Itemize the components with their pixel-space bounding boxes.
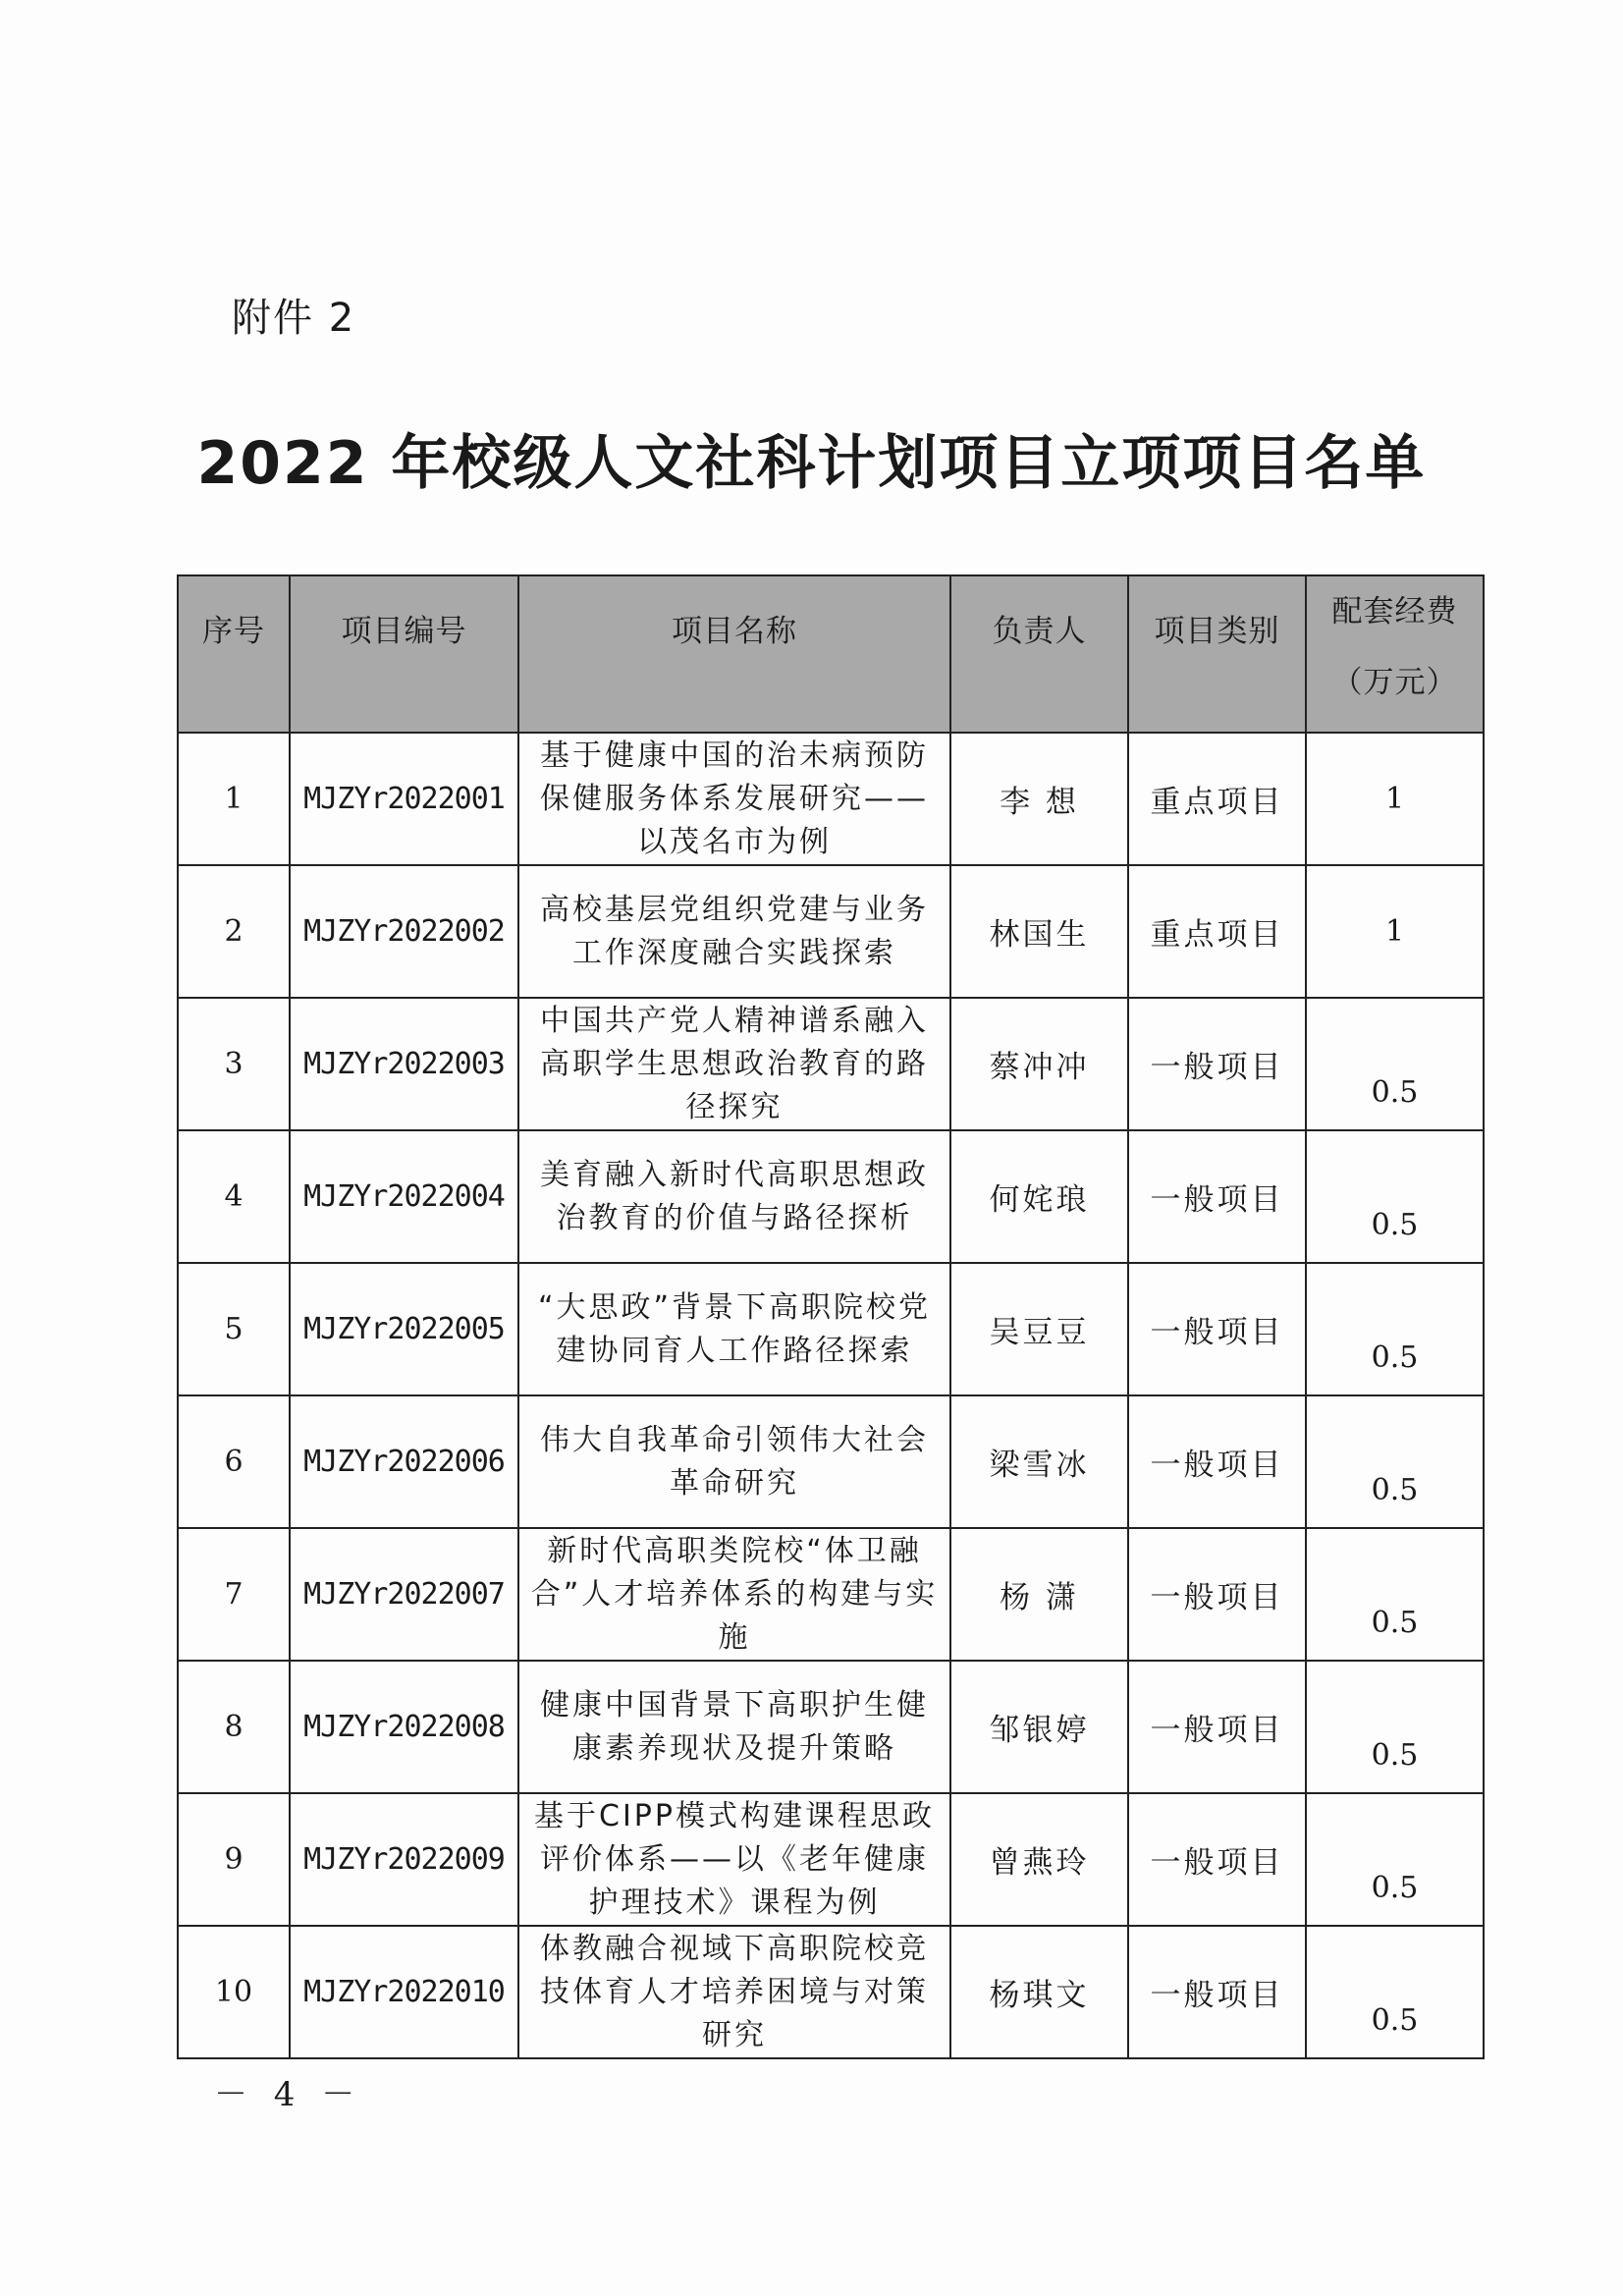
- row-project-name: 美育融入新时代高职思想政治教育的价值与路径探析: [518, 1130, 950, 1263]
- row-index: 10: [178, 1926, 290, 2058]
- document-title: 2022 年校级人文社科计划项目立项项目名单: [196, 429, 1427, 498]
- header-index: 序号: [178, 575, 290, 733]
- project-table: [177, 574, 1485, 2059]
- row-person: 吴豆豆: [950, 1263, 1128, 1395]
- header-funding: [1306, 575, 1484, 733]
- header-category: 项目类别: [1128, 575, 1306, 733]
- header-person: 负责人: [950, 575, 1128, 733]
- table-row: [178, 1528, 1484, 1661]
- row-project-code: MJZYr2022006: [290, 1395, 518, 1528]
- row-category: 一般项目: [1128, 1528, 1306, 1661]
- row-category: 一般项目: [1128, 1395, 1306, 1528]
- row-category: 一般项目: [1128, 1263, 1306, 1395]
- row-person: 邹银婷: [950, 1661, 1128, 1793]
- row-project-code: MJZYr2022001: [290, 733, 518, 865]
- row-project-code: MJZYr2022003: [290, 998, 518, 1130]
- row-project-code: MJZYr2022005: [290, 1263, 518, 1395]
- row-person: 曾燕玲: [950, 1793, 1128, 1926]
- row-project-code: MJZYr2022010: [290, 1926, 518, 2058]
- table-row: [178, 1661, 1484, 1793]
- row-category: 一般项目: [1128, 1130, 1306, 1263]
- row-project-name: 新时代高职类院校“体卫融合”人才培养体系的构建与实施: [518, 1528, 950, 1661]
- table-row: [178, 1130, 1484, 1263]
- row-funding: 0.5: [1306, 1528, 1484, 1661]
- row-project-code: MJZYr2022002: [290, 865, 518, 998]
- table-row: [178, 865, 1484, 998]
- row-person: 杨 潇: [950, 1528, 1128, 1661]
- page-number: － 4 －: [214, 2075, 363, 2114]
- table-row: [178, 998, 1484, 1130]
- row-category: 一般项目: [1128, 1793, 1306, 1926]
- row-funding: 0.5: [1306, 998, 1484, 1130]
- table-row: [178, 1395, 1484, 1528]
- header-funding-unit: （万元）: [1331, 665, 1458, 700]
- row-category: 重点项目: [1128, 865, 1306, 998]
- row-index: 1: [178, 733, 290, 865]
- row-project-name: 基于CIPP模式构建课程思政评价体系——以《老年健康护理技术》课程为例: [518, 1793, 950, 1926]
- row-funding: 0.5: [1306, 1263, 1484, 1395]
- row-project-name: 基于健康中国的治未病预防保健服务体系发展研究——以茂名市为例: [518, 733, 950, 865]
- table-row: [178, 1263, 1484, 1395]
- row-project-name: 健康中国背景下高职护生健康素养现状及提升策略: [518, 1661, 950, 1793]
- row-funding: 0.5: [1306, 1395, 1484, 1528]
- row-project-code: MJZYr2022004: [290, 1130, 518, 1263]
- row-project-name: 伟大自我革命引领伟大社会革命研究: [518, 1395, 950, 1528]
- row-index: 6: [178, 1395, 290, 1528]
- row-person: 蔡冲冲: [950, 998, 1128, 1130]
- attachment-label: 附件 2: [232, 296, 356, 341]
- row-index: 5: [178, 1263, 290, 1395]
- header-name: 项目名称: [518, 575, 950, 733]
- header-code: 项目编号: [290, 575, 518, 733]
- table-row: [178, 1793, 1484, 1926]
- row-index: 9: [178, 1793, 290, 1926]
- row-project-name: “大思政”背景下高职院校党建协同育人工作路径探索: [518, 1263, 950, 1395]
- row-person: 何姹琅: [950, 1130, 1128, 1263]
- header-funding-label: 配套经费: [1331, 594, 1458, 629]
- row-index: 8: [178, 1661, 290, 1793]
- row-category: 重点项目: [1128, 733, 1306, 865]
- row-index: 2: [178, 865, 290, 998]
- row-funding: 0.5: [1306, 1130, 1484, 1263]
- row-project-code: MJZYr2022009: [290, 1793, 518, 1926]
- row-person: 杨琪文: [950, 1926, 1128, 2058]
- row-project-code: MJZYr2022007: [290, 1528, 518, 1661]
- row-category: 一般项目: [1128, 998, 1306, 1130]
- row-index: 3: [178, 998, 290, 1130]
- row-funding: 0.5: [1306, 1926, 1484, 2058]
- row-index: 7: [178, 1528, 290, 1661]
- row-index: 4: [178, 1130, 290, 1263]
- row-project-code: MJZYr2022008: [290, 1661, 518, 1793]
- row-project-name: 体教融合视域下高职院校竞技体育人才培养困境与对策研究: [518, 1926, 950, 2058]
- row-category: 一般项目: [1128, 1661, 1306, 1793]
- row-person: 李 想: [950, 733, 1128, 865]
- row-funding: 1: [1306, 865, 1484, 998]
- row-person: 梁雪冰: [950, 1395, 1128, 1528]
- table-row: [178, 733, 1484, 865]
- row-funding: 0.5: [1306, 1661, 1484, 1793]
- row-person: 林国生: [950, 865, 1128, 998]
- row-category: 一般项目: [1128, 1926, 1306, 2058]
- row-funding: 0.5: [1306, 1793, 1484, 1926]
- row-funding: 1: [1306, 733, 1484, 865]
- table-header-row: [178, 575, 1484, 733]
- table-row: [178, 1926, 1484, 2058]
- row-project-name: 高校基层党组织党建与业务工作深度融合实践探索: [518, 865, 950, 998]
- row-project-name: 中国共产党人精神谱系融入高职学生思想政治教育的路径探究: [518, 998, 950, 1130]
